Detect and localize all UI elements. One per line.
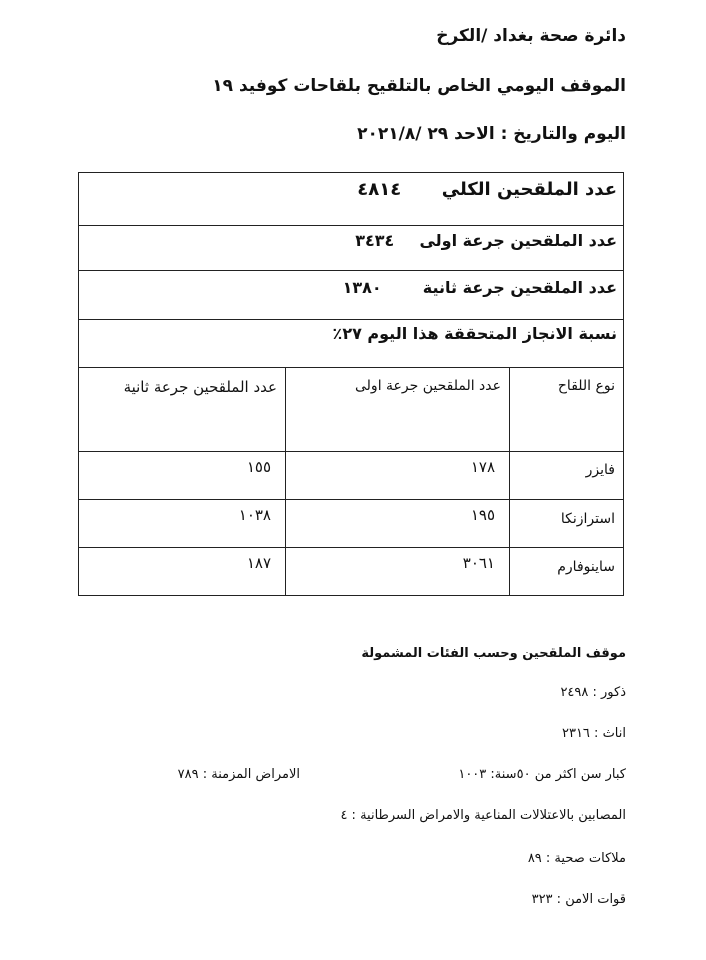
achievement-rate: نسبة الانجاز المتحققة هذا اليوم ٢٧٪: [332, 324, 617, 343]
vaccination-table: [78, 172, 624, 596]
dose1-label: عدد الملقحين جرعة اولى: [419, 231, 617, 250]
report-date: اليوم والتاريخ : الاحد ٢٩ /٢٠٢١/٨: [357, 124, 626, 144]
dose2-value-cell: ١٥٥: [246, 458, 271, 476]
dose1-total: [355, 231, 617, 250]
row-divider: [79, 270, 623, 271]
header-dose2: عدد الملقحين جرعة ثانية: [123, 378, 277, 396]
dose2-value-cell: ١٨٧: [246, 554, 271, 572]
dose2-total: [343, 278, 617, 297]
row-divider: [79, 451, 623, 452]
females-count: اناث : ٢٣١٦: [561, 726, 626, 741]
row-divider: [79, 225, 623, 226]
total-vaccinated: [357, 179, 617, 200]
vaccine-name: فايزر: [585, 462, 615, 478]
header-dose1: عدد الملقحين جرعة اولى: [355, 378, 501, 394]
males-count: ذكور : ٢٤٩٨: [560, 685, 626, 700]
categories-heading: موقف الملقحين وحسب الفئات المشمولة: [361, 646, 626, 661]
dose2-label: عدد الملقحين جرعة ثانية: [422, 278, 617, 297]
chronic-diseases-count: الامراض المزمنة : ٧٨٩: [177, 767, 300, 782]
dose1-value-cell: ١٩٥: [470, 506, 495, 524]
department-title: دائرة صحة بغداد /الكرخ: [436, 26, 626, 46]
row-divider: [79, 367, 623, 368]
report-title: الموقف اليومي الخاص بالتلقيح بلقاحات كوفيد ١٩: [212, 76, 626, 96]
column-divider: [509, 367, 510, 596]
column-divider: [285, 367, 286, 596]
row-divider: [79, 319, 623, 320]
elderly-count: كبار سن اكثر من ٥٠سنة: ١٠٠٣: [458, 767, 626, 782]
row-divider: [79, 547, 623, 548]
dose1-value-cell: ٣٠٦١: [462, 554, 495, 572]
vaccine-name: ساينوفارم: [557, 559, 615, 575]
dose2-value: ١٣٨٠: [342, 278, 382, 297]
security-forces-count: قوات الامن : ٣٢٣: [531, 892, 626, 907]
immune-cancer-count: المصابين بالاعتلالات المناعية والامراض السرطانية : ٤: [340, 808, 626, 823]
dose1-value-cell: ١٧٨: [470, 458, 495, 476]
total-label: عدد الملقحين الكلي: [441, 179, 617, 200]
dose2-value-cell: ١٠٣٨: [238, 506, 271, 524]
health-staff-count: ملاكات صحية : ٨٩: [527, 851, 626, 866]
dose1-value: ٣٤٣٤: [355, 231, 395, 250]
row-divider: [79, 499, 623, 500]
vaccine-name: استرازنكا: [560, 511, 615, 527]
header-vaccine-type: نوع اللقاح: [557, 378, 615, 394]
total-value: ٤٨١٤: [357, 179, 402, 200]
